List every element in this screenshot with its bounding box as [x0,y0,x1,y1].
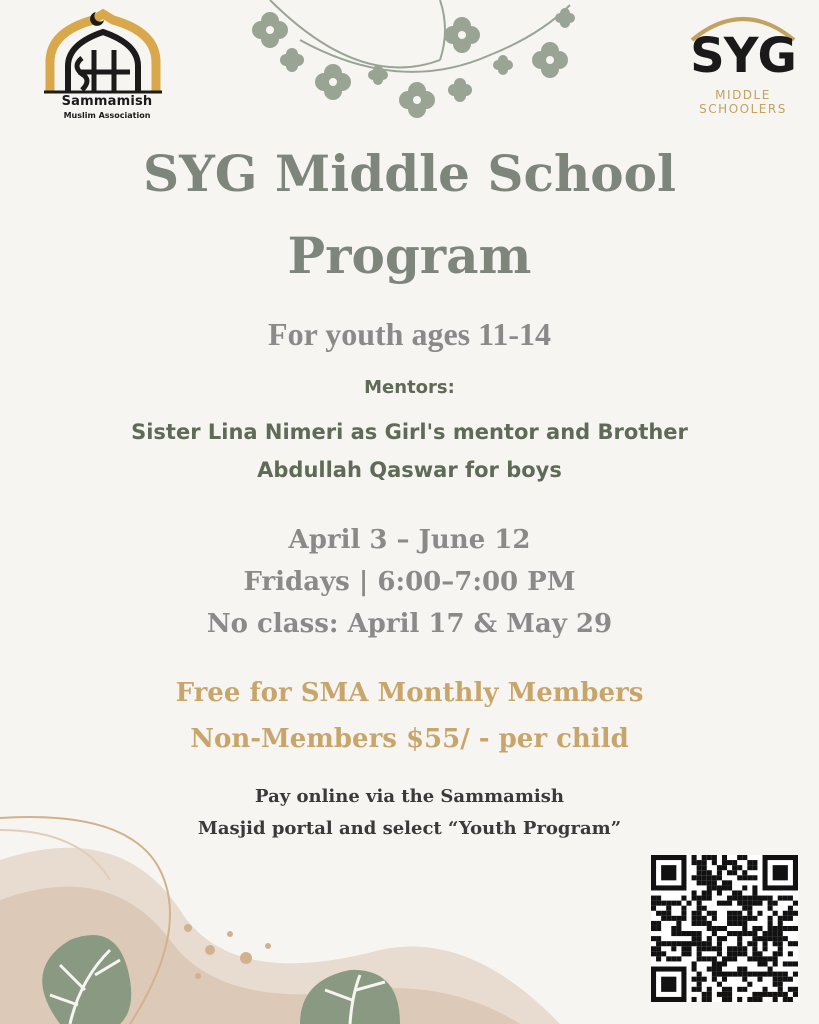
schedule-time: Fridays | 6:00–7:00 PM [243,567,576,597]
sma-logo [38,6,168,124]
sma-logo-name: Sammamish [61,94,153,109]
payment-line1: Pay online via the Sammamish [255,786,564,807]
syg-logo-name: SYG [690,28,796,84]
syg-logo-line2: SCHOOLERS [699,102,787,116]
payment-line2: Masjid portal and select “Youth Program” [197,818,622,839]
schedule-no-class: No class: April 17 & May 29 [206,609,613,639]
flower-garland-icon [240,0,580,130]
qr-code-icon [651,855,798,1002]
mentors-line1: Sister Lina Nimeri as Girl's mentor and Brother [131,420,688,444]
age-subtitle: For youth ages 11-14 [268,316,551,352]
sma-logo-subname: Muslim Association [63,111,151,120]
pricing-non-members: Non-Members $55/ - per child [190,724,629,754]
mosque-dome-icon [38,6,168,102]
page-title-line2: Program [287,226,532,285]
monstera-leaf-icon [0,800,560,1024]
page-title-line1: SYG Middle School [143,144,676,203]
mentors-label: Mentors: [364,377,455,398]
qr-code[interactable] [651,855,798,1002]
syg-logo-line1: MIDDLE [715,88,771,102]
schedule-dates: April 3 – June 12 [288,525,531,555]
syg-logo [684,4,802,124]
pricing-members: Free for SMA Monthly Members [175,678,644,708]
mentors-line2: Abdullah Qaswar for boys [257,458,562,482]
